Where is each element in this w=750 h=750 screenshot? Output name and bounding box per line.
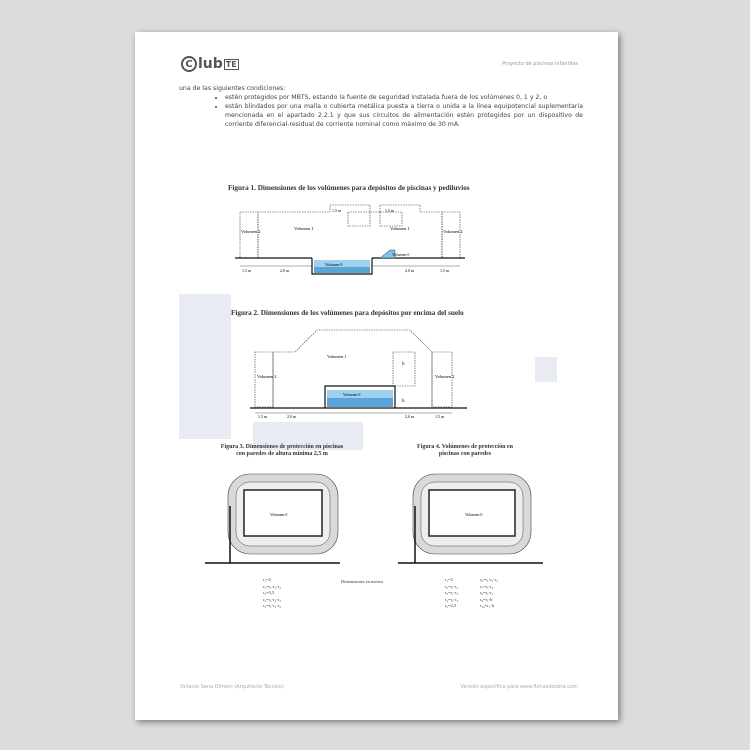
dim-label-15-left: 1,5 m	[258, 414, 268, 419]
vol0-label: Volumen 0	[270, 512, 288, 517]
legend-item: r₄=r₁-r₃	[445, 596, 459, 602]
figure-3-legend	[263, 577, 281, 610]
vol0-label: Volumen 0	[343, 392, 361, 397]
dimensions-note: Dimensiones en metros	[341, 579, 384, 584]
vol0-label: Volumen 0	[465, 512, 483, 517]
dim-label-20-left: 2,0 m	[287, 414, 297, 419]
figure-1-caption: Figura 1. Dimensiones de los volúmenes para depósitos de piscinas y pediluvios	[228, 184, 470, 192]
legend-item: r₃=3,5	[263, 590, 275, 595]
legend-item: r₉=r₁-b	[480, 596, 493, 602]
vol0-label-ped: Volumen 0	[392, 252, 410, 257]
h-label-bottom: h	[402, 399, 405, 404]
vol2-label-right: Volumen 2	[443, 229, 463, 234]
watermark-block-right	[535, 357, 557, 382]
legend-item: r₅=2,5	[445, 603, 457, 608]
figure-4-diagram	[393, 466, 558, 584]
legend-item: r₁=2	[263, 577, 271, 582]
legend-item: r₃=r₁-r₂	[445, 590, 459, 595]
dim-label-top-right: 1,5 m	[385, 208, 395, 213]
legend-item: r₅=r₁-r₂-r₃	[263, 603, 281, 608]
figure-4-legend-a	[445, 577, 458, 610]
condition-item: • están blindados por una malla o cubierta metálica puesta a tierra o unida a la línea equipotencial suplementaria mencionada en el apartado 2.2.1 y que sus circuitos de alimentación estén protegidos por un dispositivo de corriente diferencial-residual de corriente nominal como máximo de 30 mA.	[225, 102, 583, 129]
figure-2-caption: Figura 2. Dimensiones de los volúmenes para depósitos por encima del suelo	[231, 309, 464, 317]
legend-item: r₆=r₁-r₂-r₃	[480, 577, 498, 582]
legend-item: r₂=r₁-r₂-r₃	[263, 583, 281, 589]
vol2-label-left: Volumen 2	[241, 229, 261, 234]
vol0-label: Volumen 0	[325, 262, 343, 267]
vol1-label-right: Volumen 1	[390, 226, 410, 231]
figure-2-diagram	[245, 324, 475, 419]
figure-3-caption-line1: Figura 3. Dimensiones de protección en piscinas	[220, 444, 344, 450]
dim-label-15-right: 1,5 m	[440, 268, 450, 273]
dim-label-20-left: 2,0 m	[280, 268, 290, 273]
figure-3-diagram	[200, 466, 365, 584]
intro-line: una de las siguientes condiciones:	[179, 85, 286, 92]
conditions-list	[179, 93, 583, 129]
dim-label-top: 1,5 m	[332, 208, 342, 213]
legend-item: r₇=r₁-r₂	[480, 583, 494, 589]
header-title: Proyecto de piscinas infantiles	[502, 61, 578, 67]
club-logo	[181, 54, 239, 74]
legend-item: r₁=2	[445, 577, 453, 582]
figure-3-caption-line2: con paredes de altura mínima 2,5 m	[236, 451, 328, 457]
legend-item: r₁₀=r₁-b	[480, 603, 494, 608]
vol2-label-left: Volumen 2	[257, 374, 277, 379]
document-page	[135, 32, 618, 720]
logo-text: lub	[198, 56, 223, 72]
footer-version: Versión específica para www.fichasdeobra.com	[460, 684, 578, 690]
vol1-label: Volumen 1	[327, 354, 347, 359]
logo-circle: C	[181, 56, 197, 72]
figure-1-diagram	[230, 200, 470, 280]
logo-box: TE	[225, 59, 237, 69]
dim-label-15-right: 1,5 m	[435, 414, 445, 419]
legend-item: r₂=r₁-r₂	[445, 583, 459, 589]
vol2-label-right: Volumen 2	[435, 374, 455, 379]
dim-label-15-left: 1,5 m	[242, 268, 252, 273]
dim-label-20-right: 2,0 m	[405, 268, 415, 273]
vol1-label-left: Volumen 1	[294, 226, 314, 231]
footer-author: Octavio Sena Olmeni (Arquitecto Técnico)	[180, 684, 285, 690]
dim-label-20-right: 2,0 m	[405, 414, 415, 419]
h-label: h	[402, 362, 405, 367]
figure-4-caption-line1: Figura 4. Volúmenes de protección en	[417, 444, 513, 450]
figure-4-caption-line2: piscinas con paredes	[438, 451, 492, 457]
body-text	[179, 84, 583, 129]
legend-item: r₄=r₁-r₂-r₃	[263, 596, 281, 602]
legend-item: r₈=r₁-r₂	[480, 590, 494, 595]
condition-item: • estén protegidos por MBTS, estando la fuente de seguridad instalada fuera de los volúmenes 0, 1 y 2, o	[225, 93, 583, 102]
figure-3-caption	[197, 444, 367, 458]
figure-4-legend-b	[480, 577, 498, 610]
watermark-block-left	[179, 294, 231, 439]
figure-4-caption	[395, 444, 535, 458]
